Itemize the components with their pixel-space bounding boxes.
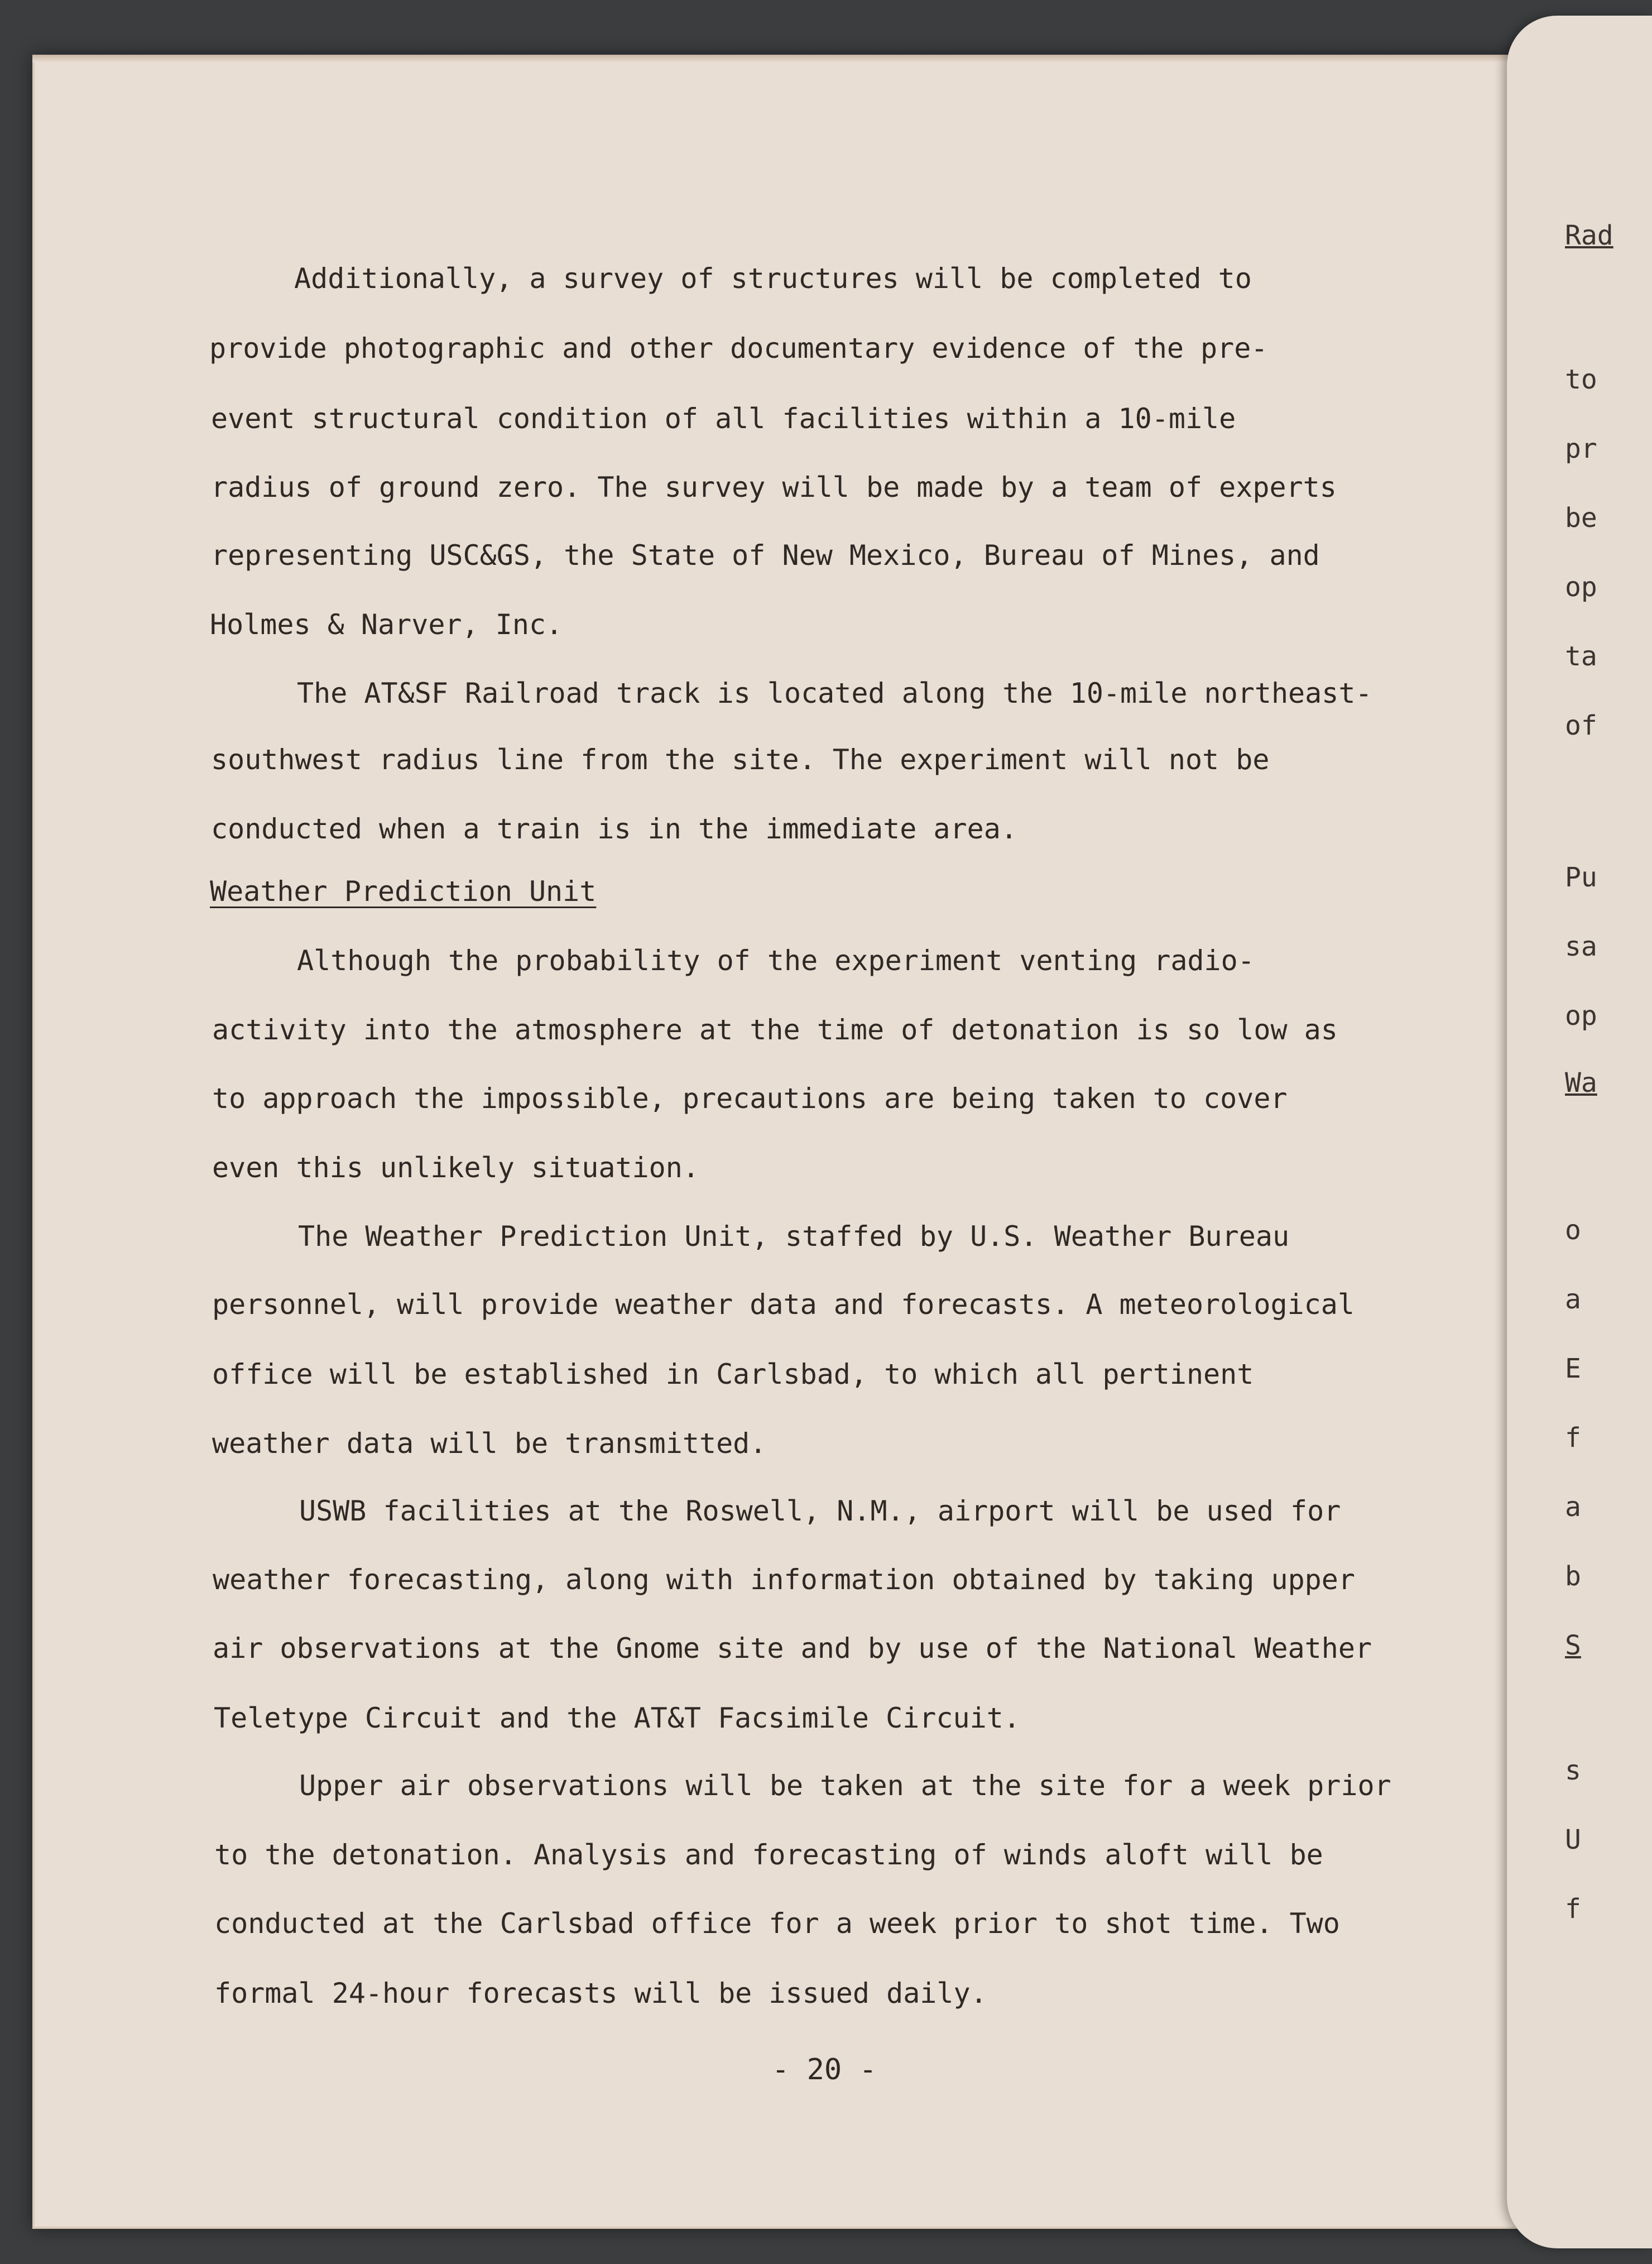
text-line: personnel, will provide weather data and forecasts. A meteorological [212, 1288, 1355, 1321]
adjacent-page-text-fragment: U [1565, 1824, 1581, 1855]
adjacent-page-text-fragment: s [1565, 1755, 1581, 1786]
text-line: to the detonation. Analysis and forecasting of winds aloft will be [214, 1839, 1323, 1871]
page-number: - 20 - [772, 2053, 877, 2086]
text-line: formal 24-hour forecasts will be issued daily. [214, 1977, 987, 2009]
text-line: conducted when a train is in the immediate area. [211, 813, 1017, 845]
adjacent-page-text-fragment: E [1565, 1353, 1581, 1384]
adjacent-page-text-fragment: Pu [1565, 862, 1597, 893]
adjacent-page-text-fragment: ta [1565, 641, 1597, 672]
document-page [32, 55, 1517, 2229]
text-line: Although the probability of the experiment venting radio- [297, 944, 1255, 977]
text-line: provide photographic and other documentary evidence of the pre- [209, 332, 1268, 364]
adjacent-page-text-fragment: b [1565, 1561, 1581, 1592]
adjacent-page-text-fragment: o [1565, 1215, 1581, 1246]
text-line: to approach the impossible, precautions are being taken to cover [212, 1082, 1288, 1115]
text-line: USWB facilities at the Roswell, N.M., airport will be used for [299, 1495, 1341, 1527]
adjacent-page-text-fragment: S [1565, 1630, 1581, 1661]
adjacent-page-text-fragment: pr [1565, 433, 1597, 464]
adjacent-page-edge [1507, 16, 1652, 2248]
text-line: conducted at the Carlsbad office for a week prior to shot time. Two [214, 1907, 1340, 1940]
text-line: Holmes & Narver, Inc. [210, 608, 563, 641]
adjacent-page-text-fragment: a [1565, 1491, 1581, 1523]
text-line: The Weather Prediction Unit, staffed by U.S. Weather Bureau [298, 1220, 1290, 1253]
adjacent-page-text-fragment: f [1565, 1422, 1581, 1454]
adjacent-page-text-fragment: a [1565, 1284, 1581, 1315]
adjacent-page-text-fragment: Rad [1565, 220, 1613, 251]
adjacent-page-text-fragment: be [1565, 502, 1597, 534]
text-line: Upper air observations will be taken at the site for a week prior [299, 1769, 1391, 1802]
adjacent-page-text-fragment: op [1565, 1000, 1597, 1032]
adjacent-page-text-fragment: of [1565, 710, 1597, 741]
section-heading: Weather Prediction Unit [210, 875, 597, 908]
text-line: weather forecasting, along with information obtained by taking upper [213, 1563, 1355, 1596]
text-line: representing USC&GS, the State of New Mexico, Bureau of Mines, and [211, 539, 1320, 572]
adjacent-page-text-fragment: to [1565, 364, 1597, 395]
adjacent-page-text-fragment: f [1565, 1893, 1581, 1925]
adjacent-page-text-fragment: sa [1565, 931, 1597, 962]
text-line: weather data will be transmitted. [212, 1427, 767, 1460]
text-line: Additionally, a survey of structures will be completed to [294, 262, 1252, 295]
adjacent-page-text-fragment: Wa [1565, 1067, 1597, 1099]
text-line: Teletype Circuit and the AT&T Facsimile Circuit. [214, 1702, 1020, 1734]
text-line: air observations at the Gnome site and by use of the National Weather [213, 1632, 1372, 1665]
text-line: office will be established in Carlsbad, to which all pertinent [212, 1358, 1254, 1390]
text-line: The AT&SF Railroad track is located along the 10-mile northeast- [297, 677, 1372, 709]
text-line: even this unlikely situation. [212, 1152, 699, 1184]
text-line: event structural condition of all facilities within a 10-mile [211, 402, 1236, 435]
adjacent-page-text-fragment: op [1565, 572, 1597, 603]
text-line: southwest radius line from the site. The experiment will not be [211, 744, 1270, 776]
text-line: radius of ground zero. The survey will be made by a team of experts [211, 471, 1337, 503]
text-line: activity into the atmosphere at the time of detonation is so low as [212, 1014, 1338, 1046]
